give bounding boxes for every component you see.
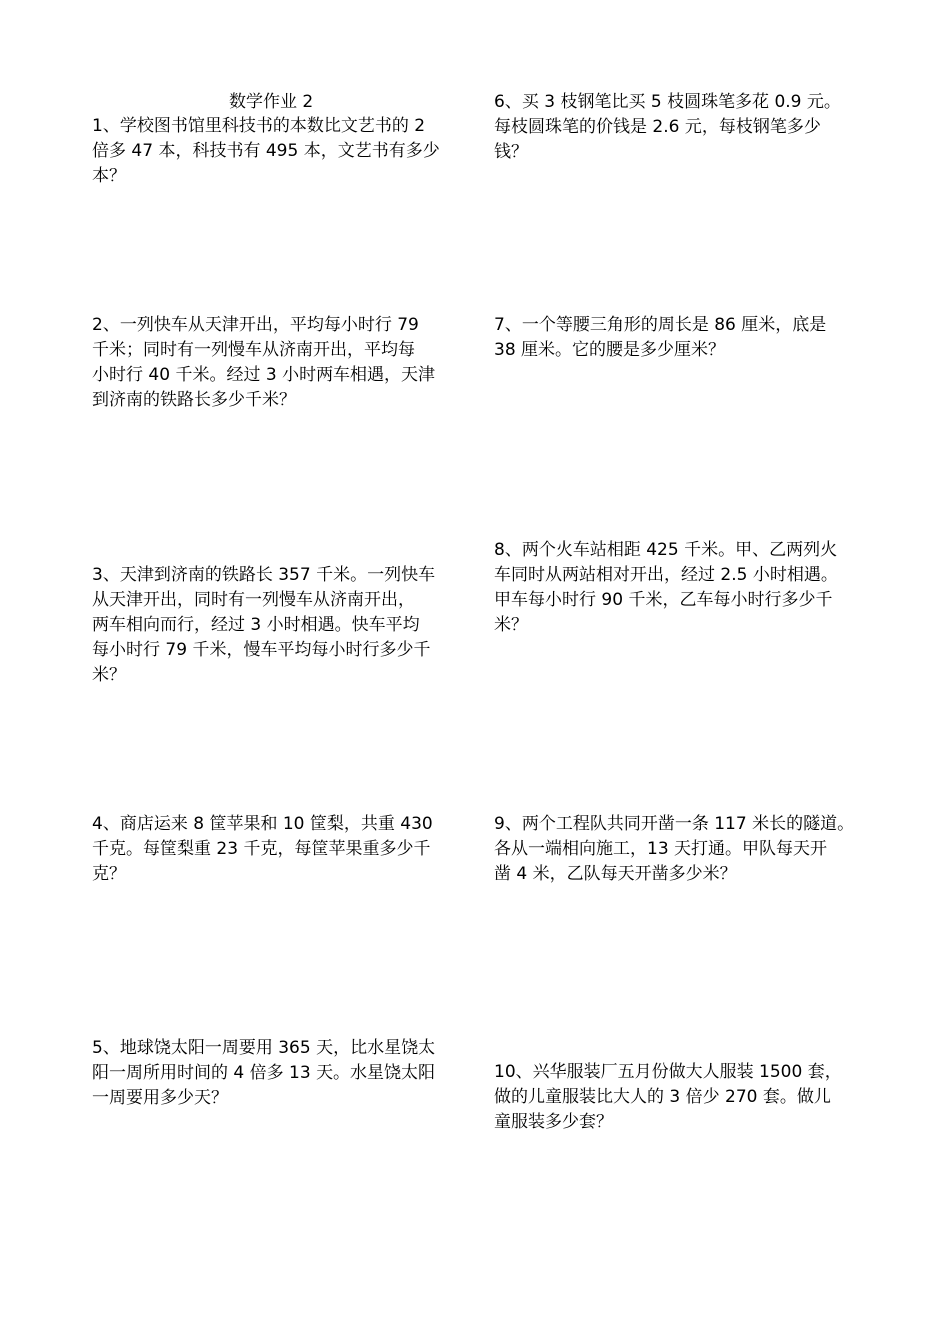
problem-2: [92, 313, 435, 413]
problem-line: 1、学校图书馆里科技书的本数比文艺书的 2: [92, 116, 426, 136]
problem-line: 每枝圆珠笔的价钱是 2.6 元，每枝钢笔多少: [494, 117, 821, 137]
problem-4: [92, 812, 433, 887]
problem-9: [494, 812, 854, 887]
problem-line: 钱？: [494, 142, 528, 162]
problem-line: 6、买 3 枝钢笔比买 5 枝圆珠笔多花 0.9 元。: [494, 92, 841, 112]
problem-line: 米？: [92, 665, 126, 685]
problem-8: [494, 538, 838, 638]
problem-line: 7、一个等腰三角形的周长是 86 厘米，底是: [494, 315, 827, 335]
problem-line: 小时行 40 千米。经过 3 小时两车相遇，天津: [92, 365, 436, 385]
problem-line: 倍多 47 本，科技书有 495 本，文艺书有多少: [92, 141, 440, 161]
problem-5: [92, 1036, 435, 1111]
problem-line: 3、天津到济南的铁路长 357 千米。一列快车: [92, 565, 436, 585]
problem-7: [494, 313, 826, 363]
problem-line: 一周要用多少天？: [92, 1088, 228, 1108]
problem-line: 做的儿童服装比大人的 3 倍少 270 套。做儿: [494, 1087, 831, 1107]
problem-line: 千克。每筐梨重 23 千克，每筐苹果重多少千: [92, 839, 431, 859]
problem-10: [494, 1060, 842, 1135]
problem-line: 8、两个火车站相距 425 千米。甲、乙两列火: [494, 540, 838, 560]
problem-line: 各从一端相向施工，13 天打通。甲队每天开: [494, 839, 828, 859]
problem-line: 阳一周所用时间的 4 倍多 13 天。水星饶太阳: [92, 1063, 436, 1083]
worksheet-title: 数学作业 2: [229, 92, 314, 112]
problem-line: 凿 4 米，乙队每天开凿多少米？: [494, 864, 737, 884]
problem-3: [92, 563, 435, 688]
problem-line: 4、商店运来 8 筐苹果和 10 筐梨，共重 430: [92, 814, 433, 834]
problem-line: 两车相向而行，经过 3 小时相遇。快车平均: [92, 615, 420, 635]
problem-line: 2、一列快车从天津开出，平均每小时行 79: [92, 315, 419, 335]
problem-line: 10、兴华服装厂五月份做大人服装 1500 套，: [494, 1062, 842, 1082]
problem-line: 克？: [92, 864, 126, 884]
problem-line: 每小时行 79 千米，慢车平均每小时行多少千: [92, 640, 431, 660]
problem-line: 千米；同时有一列慢车从济南开出，平均每: [92, 340, 415, 360]
problem-1: [92, 114, 440, 189]
problem-line: 米？: [494, 615, 528, 635]
problem-line: 38 厘米。它的腰是多少厘米？: [494, 340, 726, 360]
problem-line: 9、两个工程队共同开凿一条 117 米长的隧道。: [494, 814, 855, 834]
problem-line: 本？: [92, 166, 126, 186]
problem-line: 甲车每小时行 90 千米，乙车每小时行多少千: [494, 590, 833, 610]
problem-line: 到济南的铁路长多少千米？: [92, 390, 296, 410]
problem-line: 从天津开出，同时有一列慢车从济南开出，: [92, 590, 415, 610]
problem-6: [494, 90, 841, 165]
problem-line: 童服装多少套？: [494, 1112, 613, 1132]
problem-line: 车同时从两站相对开出，经过 2.5 小时相遇。: [494, 565, 838, 585]
problem-line: 5、地球饶太阳一周要用 365 天，比水星饶太: [92, 1038, 436, 1058]
